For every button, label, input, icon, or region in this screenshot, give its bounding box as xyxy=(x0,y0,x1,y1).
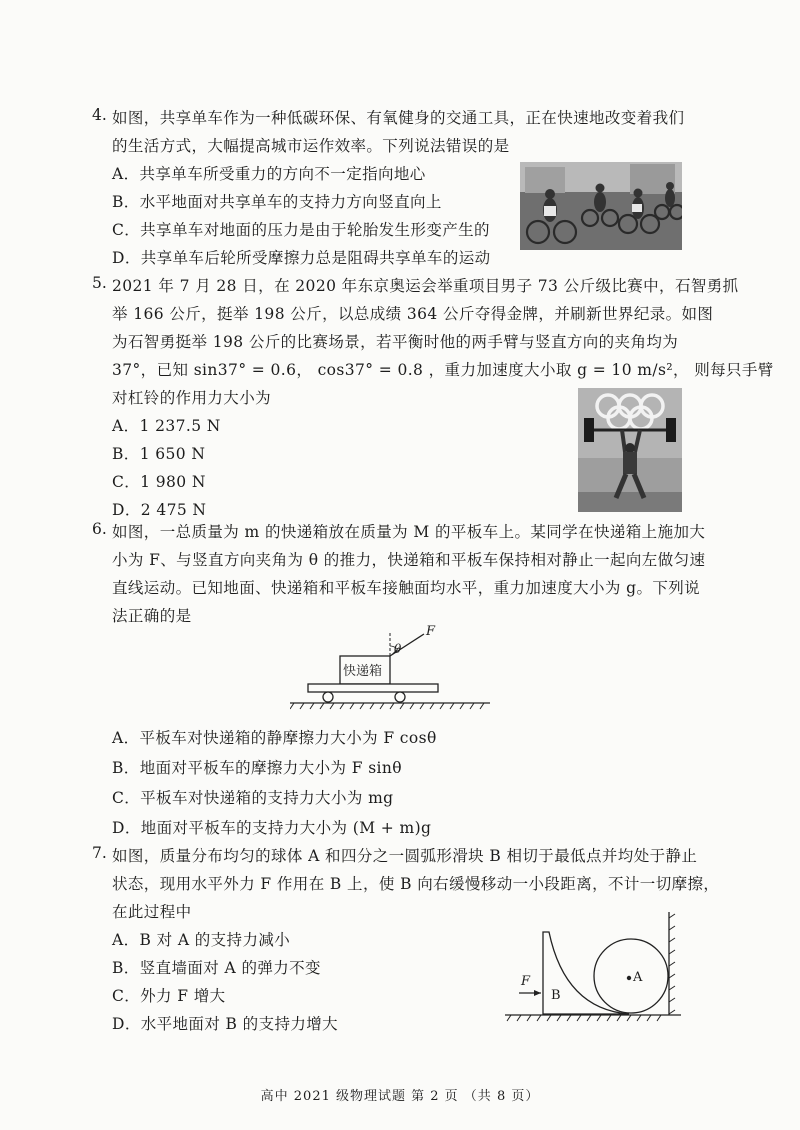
option-a: A．平板车对快递箱的静摩擦力大小为 F cosθ xyxy=(112,729,437,747)
option-c: C．外力 F 增大 xyxy=(112,987,226,1005)
question-number: 4. xyxy=(92,106,107,124)
block-label: B xyxy=(551,988,561,1003)
force-label: F xyxy=(426,624,436,639)
option-c: C．1 980 N xyxy=(112,473,206,491)
option-a: A．共享单车所受重力的方向不一定指向地心 xyxy=(112,165,426,183)
question-number: 6. xyxy=(92,520,107,538)
option-d: D．地面对平板车的支持力大小为 (M + m)g xyxy=(112,819,432,837)
question-number: 5. xyxy=(92,274,107,292)
weightlifter-photo xyxy=(578,388,682,512)
option-a: A．1 237.5 N xyxy=(112,417,221,435)
option-a: A．B 对 A 的支持力减小 xyxy=(112,931,291,949)
box-label: 快递箱 xyxy=(343,664,383,679)
stem-line: 直线运动。已知地面、快递箱和平板车接触面均水平，重力加速度大小为 g。下列说 xyxy=(112,579,701,597)
option-c: C．平板车对快递箱的支持力大小为 mg xyxy=(112,789,394,807)
stem-line: 在此过程中 xyxy=(112,903,192,921)
option-d: D．共享单车后轮所受摩擦力总是阻碍共享单车的运动 xyxy=(112,249,491,267)
cart-diagram xyxy=(290,624,500,714)
stem-line: 如图，共享单车作为一种低碳环保、有氧健身的交通工具，正在快速地改变着我们 xyxy=(112,109,685,127)
stem-line: 37°，已知 sin37° = 0.6， cos37° = 0.8 ，重力加速度大小取 g = 10 m/s²， 则每只手臂 xyxy=(112,361,774,379)
stem-line: 状态，现用水平外力 F 作用在 B 上，使 B 向右缓慢移动一小段距离，不计一切摩擦， xyxy=(112,875,720,893)
option-b: B．竖直墙面对 A 的弹力不变 xyxy=(112,959,321,977)
stem-line: 对杠铃的作用力大小为 xyxy=(112,389,272,407)
stem-line: 小为 F、与竖直方向夹角为 θ 的推力，快递箱和平板车保持相对静止一起向左做匀速 xyxy=(112,551,706,569)
stem-line: 的生活方式，大幅提高城市运作效率。下列说法错误的是 xyxy=(112,137,510,155)
stem-line: 2021 年 7 月 28 日，在 2020 年东京奥运会举重项目男子 73 公斤级比赛中，石智勇抓 xyxy=(112,277,739,295)
page-footer: 高中 2021 级物理试题 第 2 页 （共 8 页） xyxy=(260,1089,540,1104)
option-b: B．地面对平板车的摩擦力大小为 F sinθ xyxy=(112,759,403,777)
stem-line: 举 166 公斤，挺举 198 公斤，以总成绩 364 公斤夺得金牌，并刷新世界纪录。如图 xyxy=(112,305,714,323)
option-d: D．2 475 N xyxy=(112,501,207,519)
option-d: D．水平地面对 B 的支持力增大 xyxy=(112,1015,339,1033)
stem-line: 如图，一总质量为 m 的快递箱放在质量为 M 的平板车上。某同学在快递箱上施加大 xyxy=(112,523,706,541)
stem-line: 为石智勇挺举 198 公斤的比赛场景，若平衡时他的两手臂与竖直方向的夹角均为 xyxy=(112,333,679,351)
option-c: C．共享单车对地面的压力是由于轮胎发生形变产生的 xyxy=(112,221,490,239)
option-b: B．水平地面对共享单车的支持力方向竖直向上 xyxy=(112,193,442,211)
question-number: 7. xyxy=(92,844,107,862)
angle-label: θ xyxy=(394,642,402,656)
option-b: B．1 650 N xyxy=(112,445,206,463)
bike-sharing-photo xyxy=(520,162,682,250)
force-label: F xyxy=(521,974,531,989)
sphere-arc-diagram xyxy=(505,910,690,1030)
ball-label: A xyxy=(633,970,643,985)
stem-line: 如图，质量分布均匀的球体 A 和四分之一圆弧形滑块 B 相切于最低点并均处于静止 xyxy=(112,847,698,865)
stem-line: 法正确的是 xyxy=(112,607,192,625)
